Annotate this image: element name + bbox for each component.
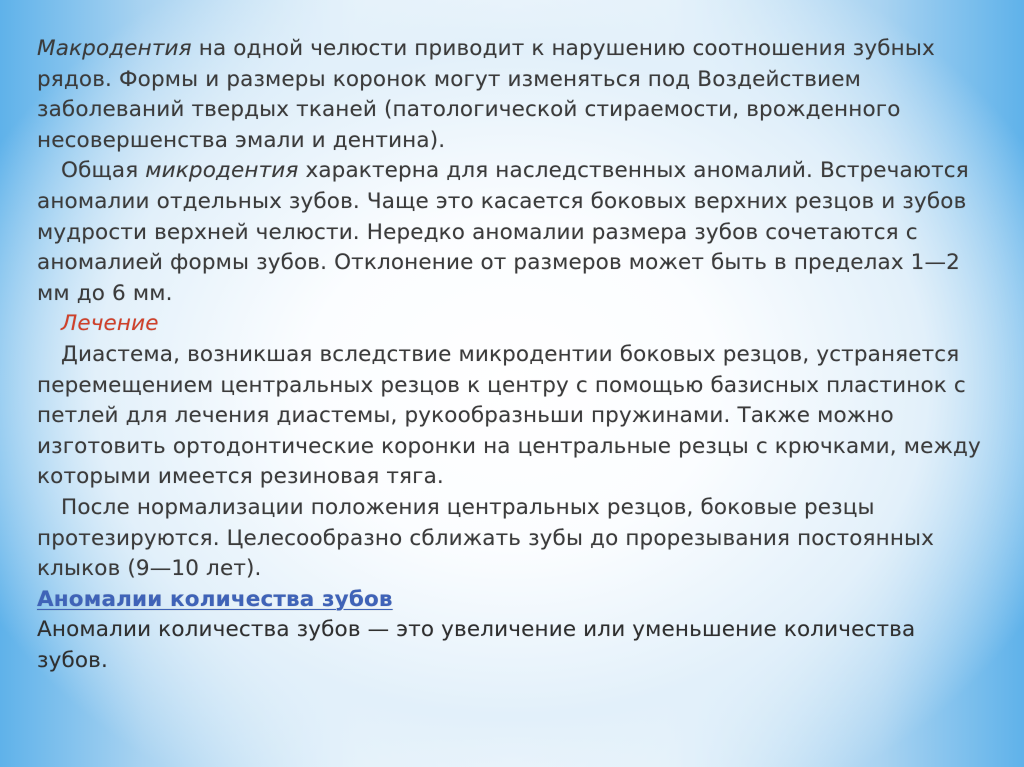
paragraph-tooth-count-definition: Аномалии количества зубов — это увеличение или уменьшение количества зубов.: [37, 617, 916, 673]
paragraph-microdontia-text: характерна для наследственных аномалий. Встречаются аномалии отдельных зубов. Чаще это касается боковых верхних резцов и зубов мудрости верхней челюсти. Нередко аномалии размера зубов сочетаются с аномалией формы зубов. Отклонение от размеров может быть в пределах 1—2 мм до 6 мм.: [37, 158, 969, 306]
paragraph-microdontia: [37, 156, 987, 309]
paragraph-microdontia-lead: Общая: [61, 158, 146, 184]
paragraph-macrodontia-text: на одной челюсти приводит к нарушению соотношения зубных рядов. Формы и размеры коронок могут изменяться под Воздействием заболеваний твердых тканей (патологической стираемости, врожденного несовершенства эмали и дентина).: [37, 36, 935, 153]
paragraph-diastema: Диастема, возникшая вследствие микродентии боковых резцов, устраняется перемещением центральных резцов к центру с помощью базисных пластинок с петлей для лечения диастемы, рукообразньши пружинами. Также можно изготовить ортодонтические коронки на центральные резцы с крючками, между которыми имеется резиновая тяга.: [37, 341, 981, 490]
heading-tooth-count-anomalies: Аномалии количества зубов: [37, 586, 393, 612]
term-macrodontia: Макродентия: [37, 36, 192, 61]
paragraph-prosthetics: После нормализации положения центральных резцов, боковые резцы протезируются. Целесообразно сближать зубы до прорезывания постоянных клыков (9—10 лет).: [37, 494, 935, 582]
paragraph-macrodontia: [37, 34, 987, 156]
slide-text-block: [37, 34, 987, 676]
term-microdontia: микродентия: [145, 158, 299, 184]
heading-treatment: Лечение: [61, 311, 159, 337]
